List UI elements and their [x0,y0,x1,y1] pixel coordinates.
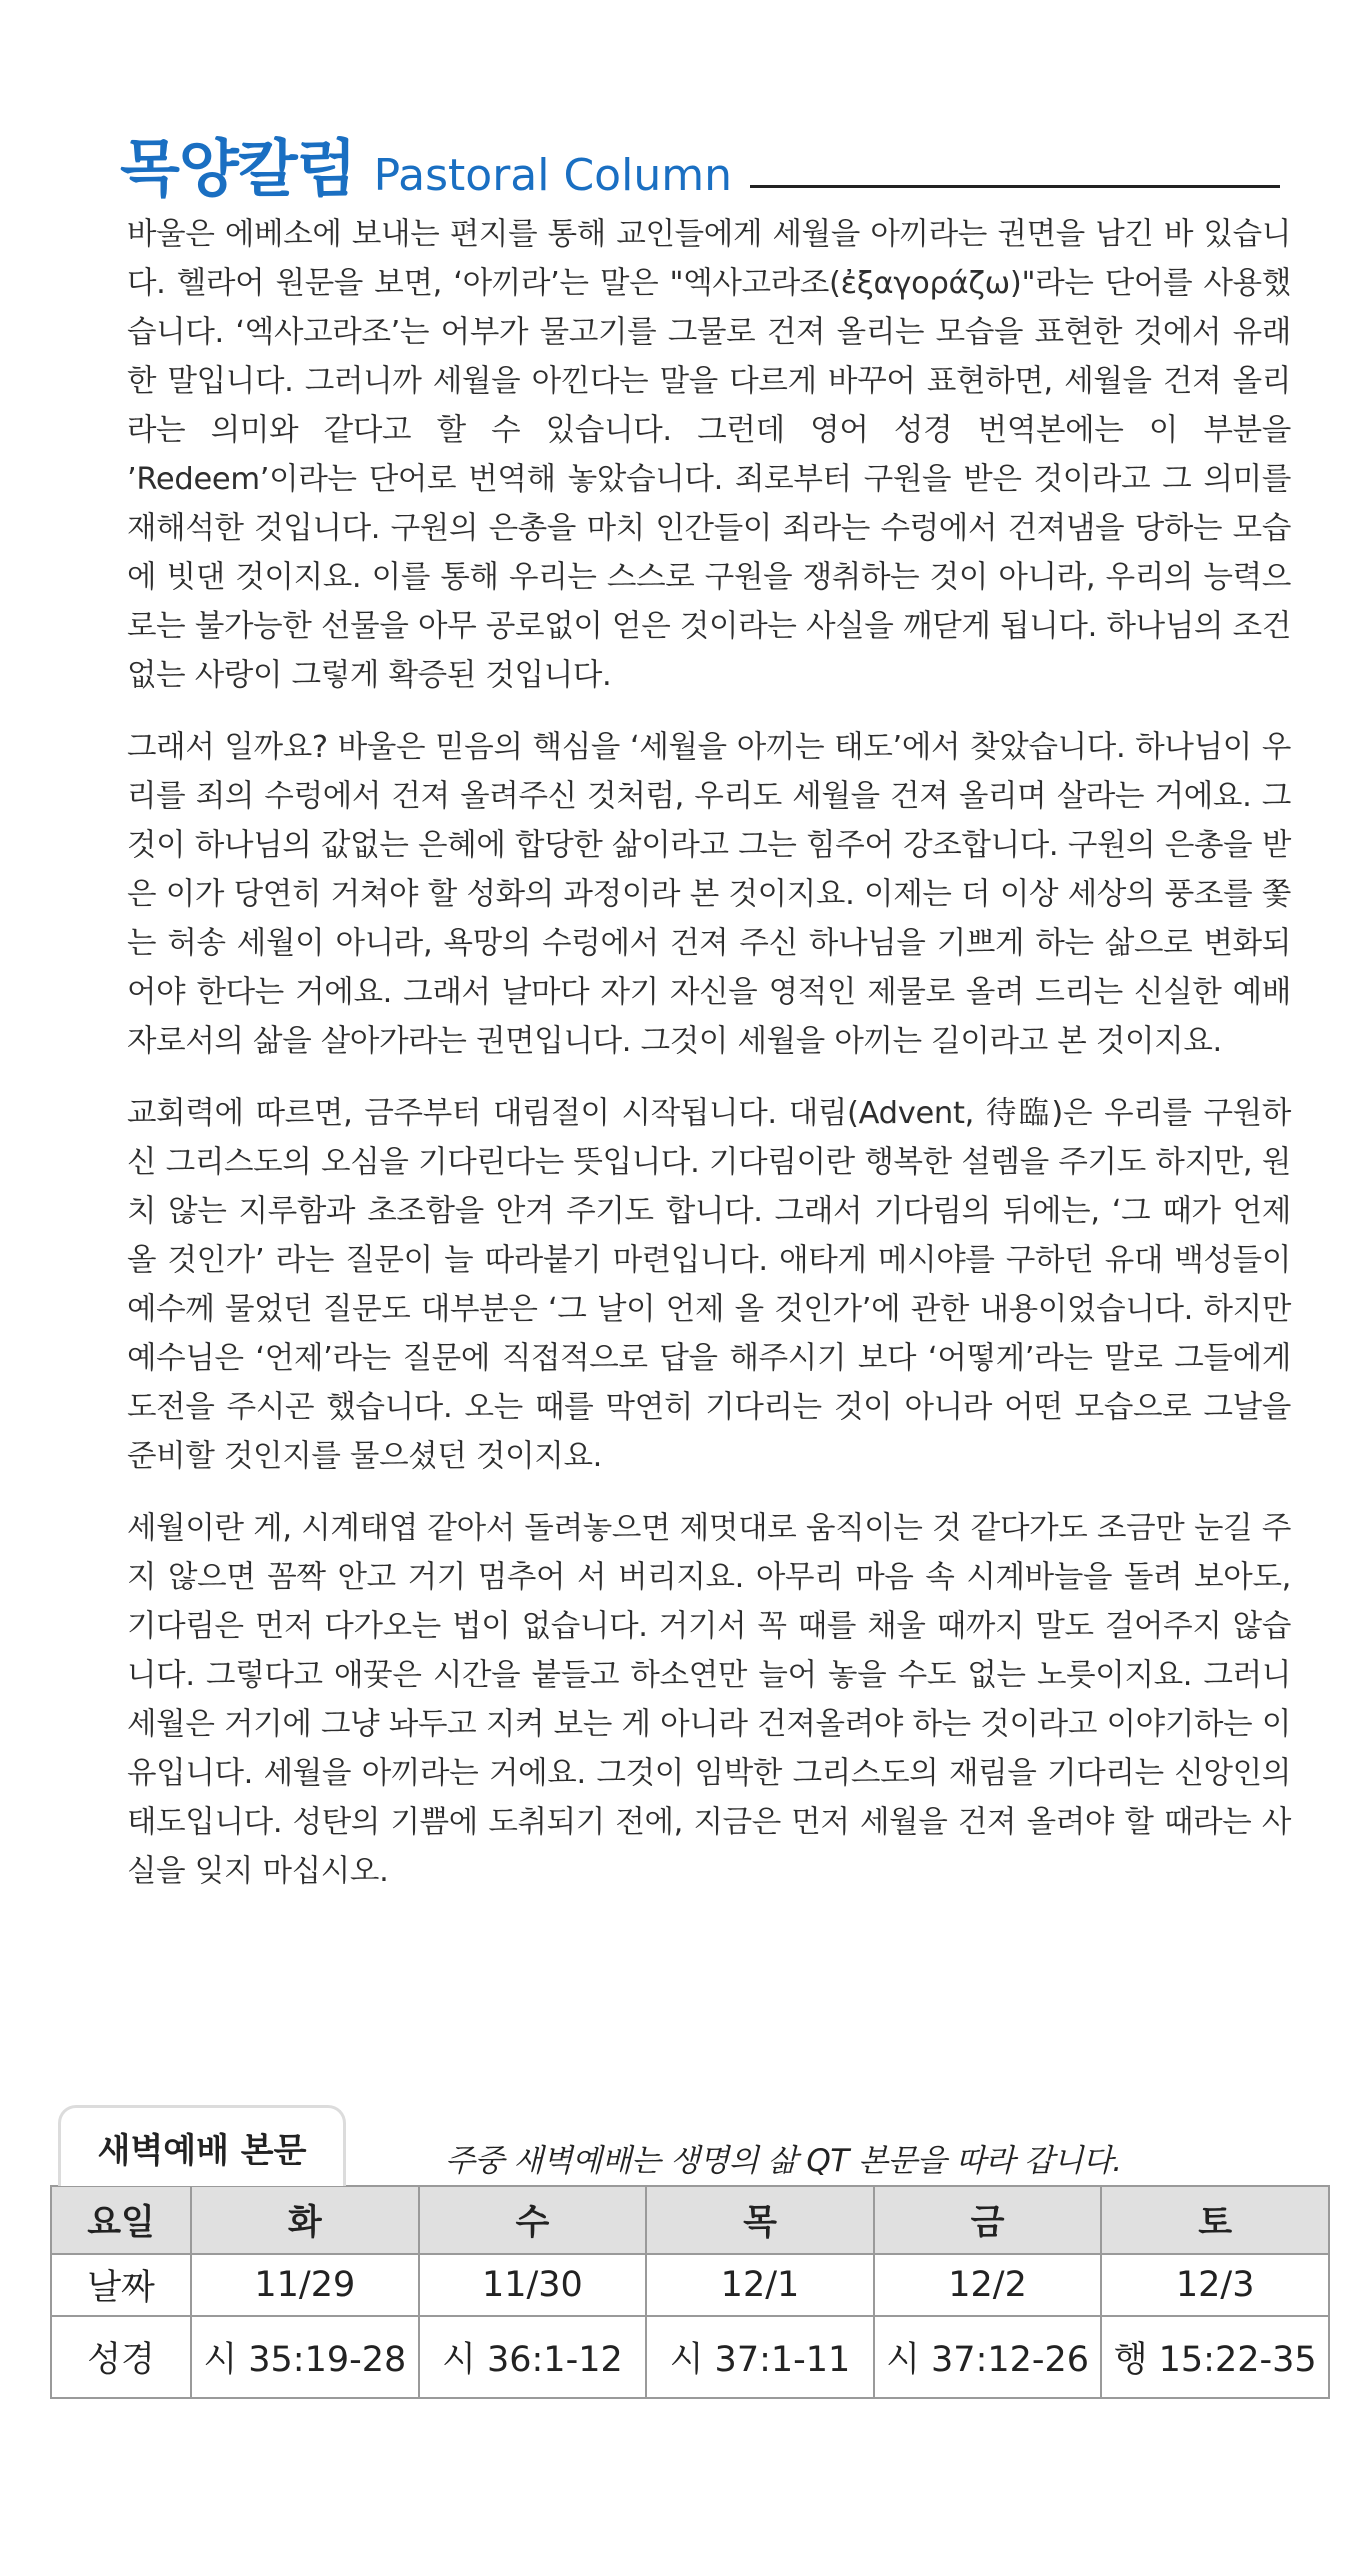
table-row-bible [51,2316,1329,2398]
header-day: 토 [1101,2186,1329,2254]
header-label-day: 요일 [51,2186,191,2254]
page-title: 목양칼럼 [120,132,356,205]
date-cell: 12/3 [1101,2254,1329,2316]
bible-cell: 행 15:22-35 [1101,2316,1329,2398]
header-day: 금 [874,2186,1102,2254]
header-day: 화 [191,2186,419,2254]
schedule-note: 주중 새벽예배는 생명의 삶 QT 본문을 따라 갑니다. [445,2143,1122,2179]
dawn-service-schedule [50,2105,1330,2399]
schedule-tab-label: 새벽예배 본문 [58,2105,346,2186]
schedule-heading [50,2105,1330,2185]
page-subtitle: Pastoral Column [373,150,732,201]
row-label-bible: 성경 [51,2316,191,2398]
header-day: 목 [646,2186,874,2254]
date-cell: 11/29 [191,2254,419,2316]
bible-cell: 시 36:1-12 [419,2316,647,2398]
bible-cell: 시 37:1-11 [646,2316,874,2398]
column-header [120,110,1280,205]
bible-cell: 시 37:12-26 [874,2316,1102,2398]
date-cell: 12/2 [874,2254,1102,2316]
paragraph-3: 교회력에 따르면, 금주부터 대림절이 시작됩니다. 대림(Advent, 待臨)은 우리를 구원하신 그리스도의 오심을 기다린다는 뜻입니다. 기다림이란 행복한 설렘을 주기도 하지만, 원치 않는 지루함과 초조함을 안겨 주기도 합니다. 그래서 기다림의 뒤에는, ‘그 때가 언제 올 것인가’ 라는 질문이 늘 따라붙기 마련입니다. 애타게 메시야를 구하던 유대 백성들이 예수께 물었던 질문도 대부분은 ‘그 날이 언제 올 것인가’에 관한 내용이었습니다. 하지만 예수님은 ‘언제’라는 질문에 직접적으로 답을 해주시기 보다 ‘어떻게’라는 말로 그들에게 도전을 주시곤 했습니다. 오는 때를 막연히 기다리는 것이 아니라 어떤 모습으로 그날을 준비할 것인지를 물으셨던 것이지요. [127,1096,1291,1474]
header-day: 수 [419,2186,647,2254]
paragraph-4: 세월이란 게, 시계태엽 같아서 돌려놓으면 제멋대로 움직이는 것 같다가도 조금만 눈길 주지 않으면 꼼짝 안고 거기 멈추어 서 버리지요. 아무리 마음 속 시계바늘을 돌려 보아도, 기다림은 먼저 다가오는 법이 없습니다. 거기서 꼭 때를 채울 때까지 말도 걸어주지 않습니다. 그렇다고 애꿎은 시간을 붙들고 하소연만 늘어 놓을 수도 없는 노릇이지요. 그러니 세월은 거기에 그냥 놔두고 지켜 보는 게 아니라 건져올려야 하는 것이라고 이야기하는 이유입니다. 세월을 아끼라는 거에요. 그것이 임박한 그리스도의 재림을 기다리는 신앙인의 태도입니다. 성탄의 기쁨에 도취되기 전에, 지금은 먼저 세월을 건져 올려야 할 때라는 사실을 잊지 마십시오. [127,1511,1291,1889]
bible-cell: 시 35:19-28 [191,2316,419,2398]
table-header-row [51,2186,1329,2254]
date-cell: 11/30 [419,2254,647,2316]
table-row-date [51,2254,1329,2316]
title-divider [750,185,1280,188]
paragraph-2: 그래서 일까요? 바울은 믿음의 핵심을 ‘세월을 아끼는 태도’에서 찾았습니다. 하나님이 우리를 죄의 수렁에서 건져 올려주신 것처럼, 우리도 세월을 건져 올리며 살라는 거에요. 그것이 하나님의 값없는 은혜에 합당한 삶이라고 그는 힘주어 강조합니다. 구원의 은총을 받은 이가 당연히 거쳐야 할 성화의 과정이라 본 것이지요. 이제는 더 이상 세상의 풍조를 쫓는 허송 세월이 아니라, 욕망의 수렁에서 건져 주신 하나님을 기쁘게 하는 삶으로 변화되어야 한다는 거에요. 그래서 날마다 자기 자신을 영적인 제물로 올려 드리는 신실한 예배자로서의 삶을 살아가라는 권면입니다. 그것이 세월을 아끼는 길이라고 본 것이지요. [127,730,1291,1059]
column-article [127,210,1291,1919]
date-cell: 12/1 [646,2254,874,2316]
schedule-table [50,2185,1330,2399]
row-label-date: 날짜 [51,2254,191,2316]
paragraph-1: 바울은 에베소에 보내는 편지를 통해 교인들에게 세월을 아끼라는 권면을 남긴 바 있습니다. 헬라어 원문을 보면, ‘아끼라’는 말은 "엑사고라조(ἐξαγοράζω)"라는 단어를 사용했습니다. ‘엑사고라조’는 어부가 물고기를 그물로 건져 올리는 모습을 표현한 것에서 유래한 말입니다. 그러니까 세월을 아낀다는 말을 다르게 바꾸어 표현하면, 세월을 건져 올리라는 의미와 같다고 할 수 있습니다. 그런데 영어 성경 번역본에는 이 부분을 ’Redeem’이라는 단어로 번역해 놓았습니다. 죄로부터 구원을 받은 것이라고 그 의미를 재해석한 것입니다. 구원의 은총을 마치 인간들이 죄라는 수렁에서 건져냄을 당하는 모습에 빗댄 것이지요. 이를 통해 우리는 스스로 구원을 쟁취하는 것이 아니라, 우리의 능력으로는 불가능한 선물을 아무 공로없이 얻은 것이라는 사실을 깨닫게 됩니다. 하나님의 조건없는 사랑이 그렇게 확증된 것입니다. [127,217,1291,693]
